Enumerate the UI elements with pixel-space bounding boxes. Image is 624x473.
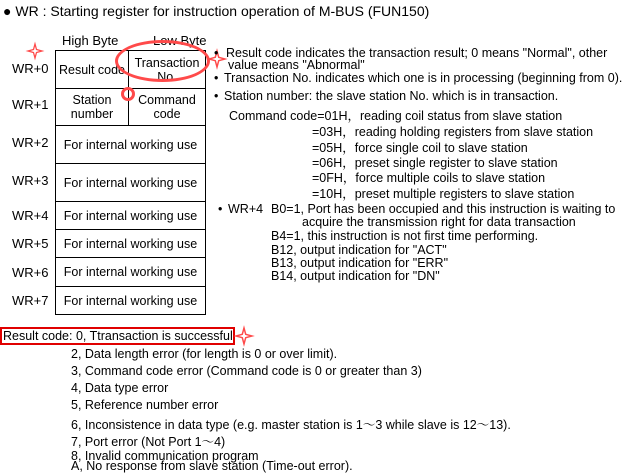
register-label: WR+5: [12, 236, 49, 251]
page-title: [3, 3, 429, 19]
internal-use-cell: For internal working use: [56, 126, 206, 164]
wr4-bit-line: B0=1, Port has been occupied and this instruction is waiting to: [271, 202, 616, 216]
wr4-bit-line: B13, output indication for "ERR": [271, 256, 449, 270]
internal-use-cell: For internal working use: [56, 287, 206, 315]
wr4-label: WR+4: [228, 202, 264, 216]
register-label: WR+4: [12, 208, 49, 223]
result-code-cell: Result code: [56, 51, 129, 89]
command-code-line: =0FH，force multiple coils to slave station: [312, 171, 546, 185]
highlight-star-icon: [28, 44, 42, 58]
cell-line: Station: [72, 93, 112, 107]
register-label: WR+6: [12, 265, 49, 280]
note-result-code-cont: value means "Abnormal": [228, 58, 365, 72]
header-low-byte: Low Byte: [153, 33, 207, 48]
internal-use-cell: For internal working use: [56, 230, 206, 258]
command-code-line: =05H，force single coil to slave station: [312, 141, 528, 155]
result-code-item: A, No response from slave station (Time-out error).: [71, 459, 353, 473]
cell-line: No.: [157, 69, 177, 84]
station-number-cell: [56, 89, 129, 126]
command-code-line: Command code=01H，reading coil status from slave station: [229, 109, 563, 123]
command-code-line: =03H，reading holding registers from slave station: [312, 125, 594, 139]
bullet-icon: •: [218, 202, 223, 216]
result-code-item: 2, Data length error (for length is 0 or over limit).: [71, 347, 338, 361]
command-code-line: =06H，preset single register to slave station: [312, 156, 558, 170]
register-label: WR+0: [12, 61, 49, 76]
result-code-item: 5, Reference number error: [71, 398, 219, 412]
transaction-highlight-oval: [115, 40, 210, 82]
internal-use-cell: For internal working use: [56, 258, 206, 287]
highlight-star-icon: [236, 328, 252, 344]
cell-line: Command: [138, 93, 196, 107]
table-row: [56, 230, 206, 258]
result-code-item: 4, Data type error: [71, 381, 169, 395]
bullet-icon: •: [214, 89, 219, 103]
cell-line: Transaction: [134, 55, 200, 70]
result-code-item: 8, Invalid communication program: [71, 449, 259, 463]
header-high-byte: High Byte: [62, 33, 119, 48]
table-row: [56, 164, 206, 202]
result-code-item: 3, Command code error (Command code is 0 or greater than 3): [71, 364, 422, 378]
wr4-bit-line: B12, output indication for "ACT": [271, 243, 447, 257]
wr4-bit-line: B14, output indication for "DN": [271, 269, 440, 283]
register-label: WR+3: [12, 173, 49, 188]
result-code-item: 7, Port error (Not Port 1～4): [71, 435, 226, 449]
internal-use-cell: For internal working use: [56, 202, 206, 230]
cell-line: code: [153, 107, 181, 121]
bullet-icon: •: [214, 71, 219, 85]
table-row: [56, 287, 206, 315]
note-station: Station number: the slave station No. which is in transaction.: [224, 89, 559, 103]
table-row: [56, 202, 206, 230]
title-text: WR : Starting register for instruction operation of M-BUS (FUN150): [15, 3, 430, 19]
note-transaction: Transaction No. indicates which one is in processing (beginning from 0).: [224, 71, 623, 85]
internal-use-cell: For internal working use: [56, 164, 206, 202]
wr4-bit-line: acquire the transmission right for data transaction: [302, 215, 576, 229]
station-highlight-dot: [121, 87, 135, 101]
register-label: WR+2: [12, 135, 49, 150]
result-code-0: Result code: 0, Ttransaction is successful: [3, 329, 233, 343]
table-row: [56, 126, 206, 164]
note-result-code: Result code indicates the transaction result; 0 means "Normal", other: [226, 46, 608, 60]
bullet-icon: •: [214, 46, 219, 60]
wr4-bit-line: B4=1, this instruction is not first time performing.: [271, 229, 539, 243]
register-label: WR+1: [12, 97, 49, 112]
command-code-cell: [129, 89, 206, 126]
register-label: WR+7: [12, 293, 49, 308]
cell-line: number: [70, 107, 114, 121]
table-row: [56, 258, 206, 287]
result-code-item: 6, Inconsistence in data type (e.g. master station is 1～3 while slave is 12～13).: [71, 418, 511, 432]
command-code-line: =10H，preset multiple registers to slave station: [312, 187, 575, 201]
title-bullet: ●: [3, 3, 12, 19]
